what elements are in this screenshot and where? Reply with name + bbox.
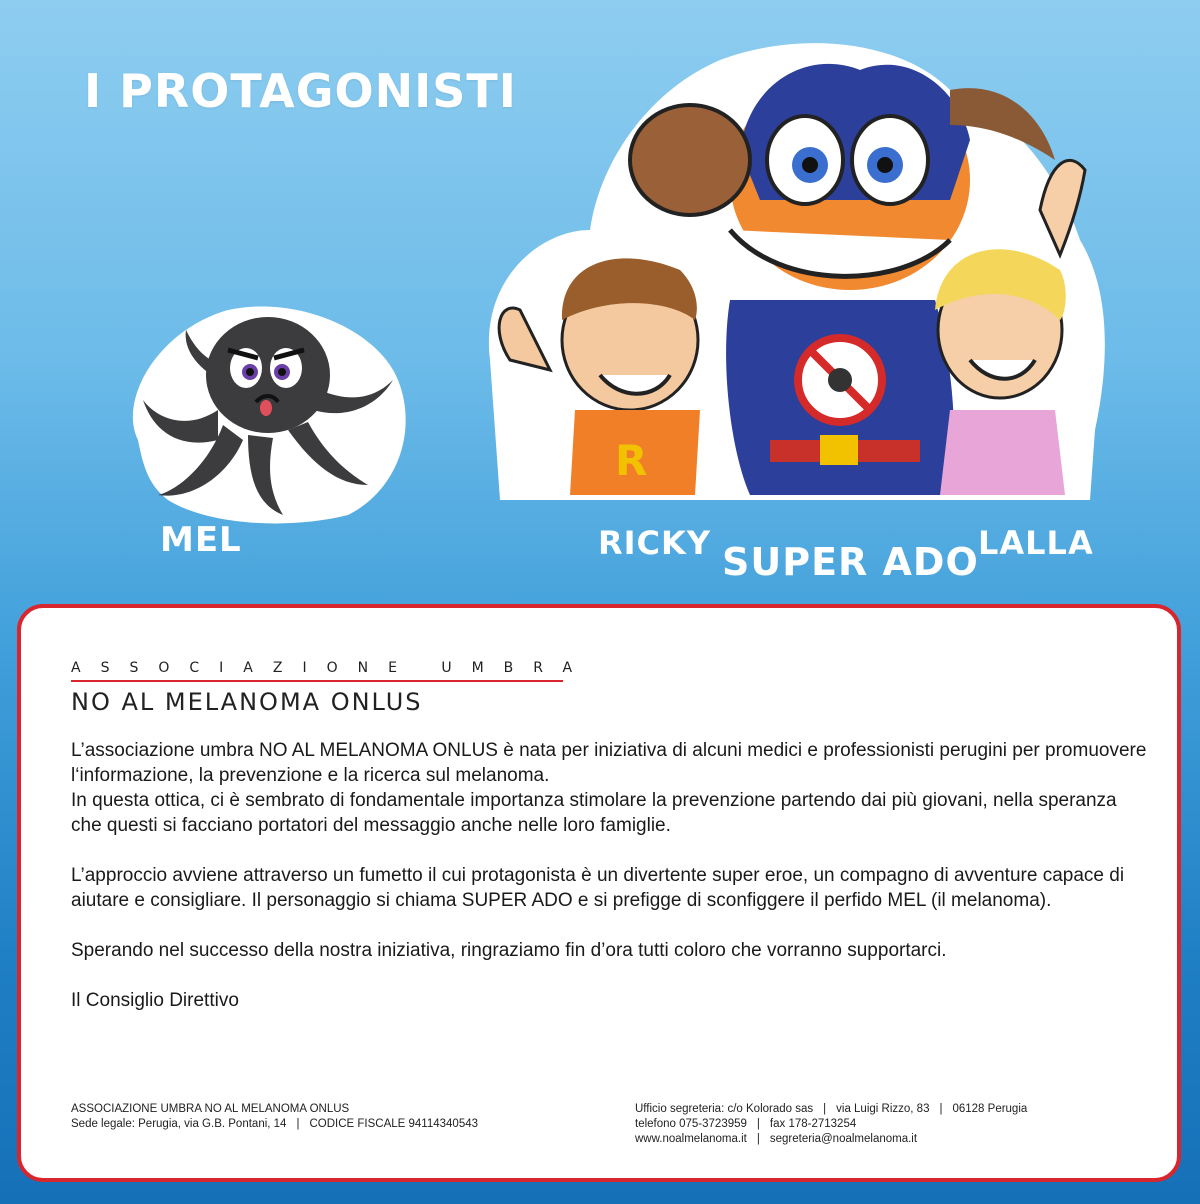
separator: | <box>823 1103 827 1115</box>
heroes-group-illustration <box>480 30 1120 510</box>
footer-office: Ufficio segreteria: c/o Kolorado sas <box>635 1103 814 1115</box>
character-name-lalla: LALLA <box>978 524 1094 562</box>
separator: | <box>296 1118 300 1130</box>
logo-top-line: ASSOCIAZIONE UMBRA <box>71 660 593 676</box>
footer-web-line <box>635 1132 1165 1147</box>
footer-seat: Sede legale: Perugia, via G.B. Pontani, 14 <box>71 1118 287 1130</box>
footer-fax: fax 178-2713254 <box>769 1118 857 1130</box>
logo-divider <box>71 680 563 682</box>
paragraph-approach: L’approccio avviene attraverso un fumetto il cui protagonista è un divertente super eroe, un compagno di avventure capace di aiutare e consigliare. Il personaggio si chiama SUPER ADO e si prefigge di sconfiggere il perfido MEL (il melanoma). <box>71 865 1125 911</box>
mel-octopus-illustration <box>98 290 428 530</box>
footer-contacts <box>635 1102 1165 1147</box>
footer-seat-line <box>71 1117 591 1132</box>
logo-main-line: NO AL MELANOMA ONLUS <box>71 688 423 716</box>
footer-email-link[interactable]: segreteria@noalmelanoma.it <box>769 1133 918 1145</box>
footer-phone-line <box>635 1117 1165 1132</box>
footer-tax-code: CODICE FISCALE 94114340543 <box>309 1118 478 1130</box>
footer-office-line <box>635 1102 1165 1117</box>
body-text <box>71 738 1151 1038</box>
paragraph-thanks: Sperando nel successo della nostra iniziativa, ringraziamo fin d’ora tutti coloro che vorranno supportarci. <box>71 940 947 961</box>
separator: | <box>756 1118 760 1130</box>
footer-association-name: ASSOCIAZIONE UMBRA NO AL MELANOMA ONLUS <box>71 1103 350 1115</box>
paragraph-intro-continued: In questa ottica, ci è sembrato di fondamentale importanza stimolare la prevenzione partendo dai più giovani, nella speranza che questi si facciano portatori del messaggio anche nelle loro famiglie. <box>71 790 1117 836</box>
footer-street: via Luigi Rizzo, 83 <box>836 1103 930 1115</box>
footer-website-link[interactable]: www.noalmelanoma.it <box>635 1133 747 1145</box>
svg-text:R: R <box>615 436 648 485</box>
character-name-super-ado: SUPER ADO <box>722 540 979 584</box>
footer-legal <box>71 1102 591 1132</box>
footer-city: 06128 Perugia <box>952 1103 1028 1115</box>
signature: Il Consiglio Direttivo <box>71 990 239 1011</box>
page-title: I PROTAGONISTI <box>84 64 517 118</box>
footer-phone: telefono 075-3723959 <box>635 1118 747 1130</box>
info-panel <box>17 604 1181 1182</box>
separator: | <box>939 1103 943 1115</box>
character-name-mel: MEL <box>160 520 242 560</box>
association-logo <box>71 660 593 716</box>
paragraph-intro: L’associazione umbra NO AL MELANOMA ONLUS è nata per iniziativa di alcuni medici e professionisti perugini per promuovere l‘informazione, la prevenzione e la ricerca sul melanoma. <box>71 740 1147 786</box>
character-name-ricky: RICKY <box>598 524 711 562</box>
separator: | <box>756 1133 760 1145</box>
